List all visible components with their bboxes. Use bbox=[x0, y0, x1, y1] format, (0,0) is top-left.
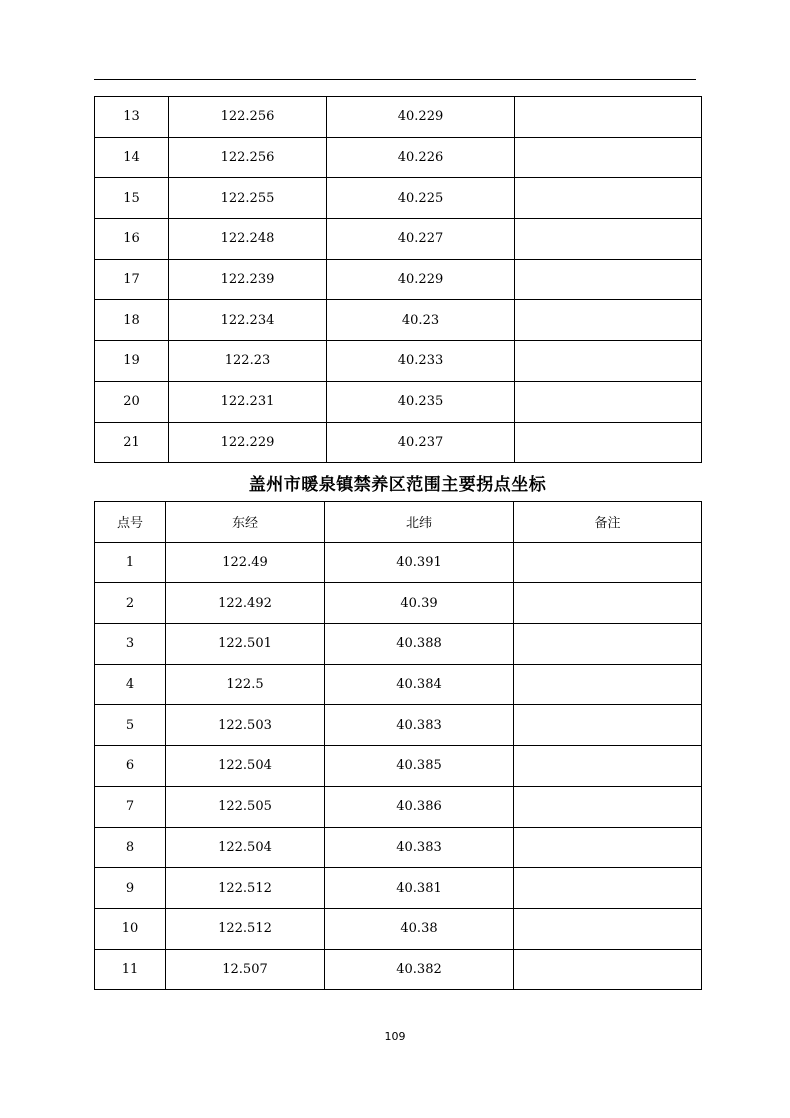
header-cell-remarks: 备注 bbox=[514, 502, 702, 543]
longitude-cell: 122.5 bbox=[166, 664, 325, 705]
point-number-cell: 4 bbox=[95, 664, 166, 705]
point-number-cell: 5 bbox=[95, 705, 166, 746]
longitude-cell: 122.512 bbox=[166, 868, 325, 909]
longitude-cell: 122.503 bbox=[166, 705, 325, 746]
latitude-cell: 40.39 bbox=[325, 583, 514, 624]
table-row bbox=[95, 624, 702, 665]
table-body bbox=[95, 97, 702, 463]
latitude-cell: 40.391 bbox=[325, 542, 514, 583]
table-row bbox=[95, 300, 702, 341]
remarks-cell bbox=[515, 219, 702, 260]
point-number-cell: 20 bbox=[95, 381, 169, 422]
remarks-cell bbox=[514, 827, 702, 868]
point-number-cell: 17 bbox=[95, 259, 169, 300]
remarks-cell bbox=[514, 868, 702, 909]
latitude-cell: 40.382 bbox=[325, 949, 514, 990]
remarks-cell bbox=[515, 341, 702, 382]
table-row bbox=[95, 705, 702, 746]
remarks-cell bbox=[515, 97, 702, 138]
table-row bbox=[95, 178, 702, 219]
page-number: 109 bbox=[384, 1030, 406, 1043]
remarks-cell bbox=[515, 422, 702, 463]
longitude-cell: 122.501 bbox=[166, 624, 325, 665]
latitude-cell: 40.388 bbox=[325, 624, 514, 665]
longitude-cell: 122.248 bbox=[169, 219, 327, 260]
latitude-cell: 40.385 bbox=[325, 746, 514, 787]
latitude-cell: 40.384 bbox=[325, 664, 514, 705]
point-number-cell: 15 bbox=[95, 178, 169, 219]
header-cell-longitude: 东经 bbox=[166, 502, 325, 543]
table-row bbox=[95, 664, 702, 705]
table-row bbox=[95, 219, 702, 260]
remarks-cell bbox=[515, 137, 702, 178]
latitude-cell: 40.233 bbox=[327, 341, 515, 382]
longitude-cell: 122.231 bbox=[169, 381, 327, 422]
remarks-cell bbox=[515, 259, 702, 300]
longitude-cell: 122.512 bbox=[166, 908, 325, 949]
table-row bbox=[95, 381, 702, 422]
latitude-cell: 40.235 bbox=[327, 381, 515, 422]
remarks-cell bbox=[514, 624, 702, 665]
point-number-cell: 2 bbox=[95, 583, 166, 624]
remarks-cell bbox=[514, 583, 702, 624]
latitude-cell: 40.227 bbox=[327, 219, 515, 260]
remarks-cell bbox=[515, 381, 702, 422]
longitude-cell: 122.234 bbox=[169, 300, 327, 341]
latitude-cell: 40.383 bbox=[325, 705, 514, 746]
remarks-cell bbox=[514, 908, 702, 949]
point-number-cell: 19 bbox=[95, 341, 169, 382]
latitude-cell: 40.229 bbox=[327, 259, 515, 300]
remarks-cell bbox=[514, 949, 702, 990]
remarks-cell bbox=[514, 705, 702, 746]
header-cell-latitude: 北纬 bbox=[325, 502, 514, 543]
section-title: 盖州市暖泉镇禁养区范围主要拐点坐标 bbox=[248, 475, 547, 495]
header-cell-point-number: 点号 bbox=[95, 502, 166, 543]
longitude-cell: 122.23 bbox=[169, 341, 327, 382]
point-number-cell: 11 bbox=[95, 949, 166, 990]
header-row bbox=[95, 502, 702, 543]
latitude-cell: 40.237 bbox=[327, 422, 515, 463]
table-header bbox=[95, 502, 702, 543]
latitude-cell: 40.225 bbox=[327, 178, 515, 219]
point-number-cell: 13 bbox=[95, 97, 169, 138]
table-row bbox=[95, 97, 702, 138]
remarks-cell bbox=[514, 542, 702, 583]
table-row bbox=[95, 746, 702, 787]
remarks-cell bbox=[514, 664, 702, 705]
latitude-cell: 40.229 bbox=[327, 97, 515, 138]
remarks-cell bbox=[515, 178, 702, 219]
longitude-cell: 122.504 bbox=[166, 746, 325, 787]
remarks-cell bbox=[514, 746, 702, 787]
table-body bbox=[95, 542, 702, 990]
table-row bbox=[95, 341, 702, 382]
header-rule bbox=[94, 79, 696, 80]
longitude-cell: 122.492 bbox=[166, 583, 325, 624]
point-number-cell: 3 bbox=[95, 624, 166, 665]
table-row bbox=[95, 827, 702, 868]
longitude-cell: 122.504 bbox=[166, 827, 325, 868]
point-number-cell: 10 bbox=[95, 908, 166, 949]
table-row bbox=[95, 542, 702, 583]
point-number-cell: 21 bbox=[95, 422, 169, 463]
longitude-cell: 122.229 bbox=[169, 422, 327, 463]
point-number-cell: 14 bbox=[95, 137, 169, 178]
latitude-cell: 40.383 bbox=[325, 827, 514, 868]
table-row bbox=[95, 786, 702, 827]
remarks-cell bbox=[514, 786, 702, 827]
longitude-cell: 122.256 bbox=[169, 137, 327, 178]
point-number-cell: 8 bbox=[95, 827, 166, 868]
latitude-cell: 40.381 bbox=[325, 868, 514, 909]
latitude-cell: 40.23 bbox=[327, 300, 515, 341]
longitude-cell: 122.256 bbox=[169, 97, 327, 138]
table-row bbox=[95, 422, 702, 463]
latitude-cell: 40.226 bbox=[327, 137, 515, 178]
coordinate-table-continued bbox=[94, 96, 702, 463]
point-number-cell: 6 bbox=[95, 746, 166, 787]
longitude-cell: 122.255 bbox=[169, 178, 327, 219]
table-row bbox=[95, 949, 702, 990]
table-row bbox=[95, 868, 702, 909]
point-number-cell: 18 bbox=[95, 300, 169, 341]
table-row bbox=[95, 908, 702, 949]
table-row bbox=[95, 583, 702, 624]
latitude-cell: 40.386 bbox=[325, 786, 514, 827]
point-number-cell: 16 bbox=[95, 219, 169, 260]
latitude-cell: 40.38 bbox=[325, 908, 514, 949]
remarks-cell bbox=[515, 300, 702, 341]
longitude-cell: 12.507 bbox=[166, 949, 325, 990]
point-number-cell: 1 bbox=[95, 542, 166, 583]
coordinate-table bbox=[94, 501, 702, 990]
table-row bbox=[95, 137, 702, 178]
point-number-cell: 9 bbox=[95, 868, 166, 909]
point-number-cell: 7 bbox=[95, 786, 166, 827]
longitude-cell: 122.49 bbox=[166, 542, 325, 583]
longitude-cell: 122.239 bbox=[169, 259, 327, 300]
longitude-cell: 122.505 bbox=[166, 786, 325, 827]
table-row bbox=[95, 259, 702, 300]
